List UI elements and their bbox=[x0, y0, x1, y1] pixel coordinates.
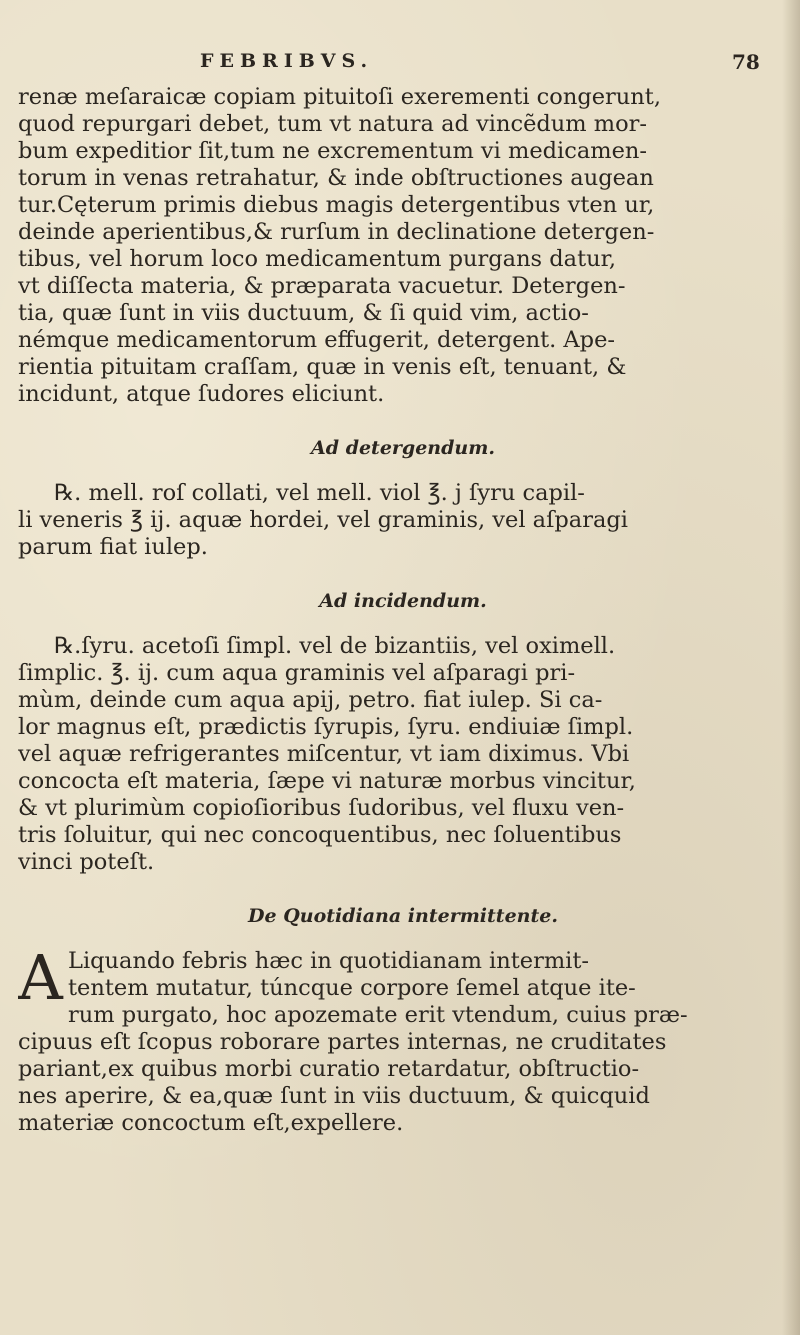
text-line: tentem mutatur, túncque corpore ſemel atque ite- bbox=[68, 975, 636, 1001]
paragraph-1 bbox=[18, 84, 788, 408]
text-line: ſimplic. ℥. ij. cum aqua graminis vel aſparagi pri- bbox=[18, 660, 576, 686]
text-line: rientia pituitam craſſam, quæ in venis eſt, tenuant, & bbox=[18, 354, 627, 380]
chapter-heading: De Quotidiana intermittente. bbox=[248, 905, 558, 927]
text-line: concocta eſt materia, ſæpe vi naturæ morbus vincitur, bbox=[18, 768, 636, 794]
text-line: tia, quæ ſunt in viis ductuum, & ſi quid vim, actio- bbox=[18, 300, 589, 326]
text-line: tibus, vel horum loco medicamentum purgans datur, bbox=[18, 246, 617, 272]
text-line: cipuus eſt ſcopus roborare partes internas, ne cruditates bbox=[18, 1029, 667, 1055]
section-heading: Ad detergendum. bbox=[311, 437, 495, 459]
text-line: materiæ concoctum eſt,expellere. bbox=[18, 1110, 404, 1136]
page-header bbox=[0, 50, 800, 80]
text-line: nes aperire, & ea,quæ ſunt in viis ductuum, & quicquid bbox=[18, 1083, 650, 1109]
text-line: lor magnus eſt, prædictis ſyrupis, ſyru. endiuiæ ſimpl. bbox=[18, 714, 634, 740]
paragraph-4 bbox=[18, 948, 788, 1137]
text-line: Liquando febris hæc in quotidianam intermit- bbox=[68, 948, 590, 974]
text-line: mùm, deinde cum aqua apij, petro. fiat iulep. Si ca- bbox=[18, 687, 603, 713]
body-text bbox=[18, 84, 788, 1137]
section-heading: Ad incidendum. bbox=[319, 590, 487, 612]
text-line: vel aquæ refrigerantes miſcentur, vt iam diximus. Vbi bbox=[18, 741, 630, 767]
paragraph-2 bbox=[18, 480, 788, 561]
text-line: parum fiat iulep. bbox=[18, 534, 208, 560]
drop-cap: A bbox=[18, 948, 63, 1014]
text-line: vt diſſecta materia, & præparata vacuetur. Detergen- bbox=[18, 273, 626, 299]
page-number: 78 bbox=[732, 50, 760, 74]
text-line: & vt plurimùm copioſioribus ſudoribus, vel fluxu ven- bbox=[18, 795, 625, 821]
text-line: tris ſoluitur, qui nec concoquentibus, nec ſoluentibus bbox=[18, 822, 622, 848]
text-line: tur.Cęterum primis diebus magis detergentibus vten ur, bbox=[18, 192, 655, 218]
text-line: incidunt, atque ſudores eliciunt. bbox=[18, 381, 385, 407]
text-line: ℞.ſyru. acetoſi ſimpl. vel de bizantiis, vel oximell. bbox=[54, 633, 616, 659]
text-line: rum purgato, hoc apozemate erit vtendum, cuius præ- bbox=[68, 1002, 688, 1028]
paragraph-4-lines bbox=[18, 948, 788, 1137]
text-line: renæ meſaraicæ copiam pituitoſi exerementi congerunt, bbox=[18, 84, 661, 110]
text-line: ℞. mell. roſ collati, vel mell. viol ℥. j ſyru capil- bbox=[54, 480, 585, 506]
text-line: li veneris ℥ ij. aquæ hordei, vel graminis, vel aſparagi bbox=[18, 507, 628, 533]
paragraph-3 bbox=[18, 633, 788, 876]
text-line: némque medicamentorum effugerit, detergent. Ape- bbox=[18, 327, 615, 353]
text-line: deinde aperientibus,& rurſum in declinatione detergen- bbox=[18, 219, 655, 245]
text-line: pariant,ex quibus morbi curatio retardatur, obſtructio- bbox=[18, 1056, 640, 1082]
text-line: quod repurgari debet, tum vt natura ad vincẽdum mor- bbox=[18, 111, 648, 137]
text-line: torum in venas retrahatur, & inde obſtructiones augean bbox=[18, 165, 654, 191]
text-line: vinci poteſt. bbox=[18, 849, 155, 875]
running-title: FEBRIBVS. bbox=[200, 50, 374, 72]
text-line: bum expeditior ſit,tum ne excrementum vi medicamen- bbox=[18, 138, 648, 164]
